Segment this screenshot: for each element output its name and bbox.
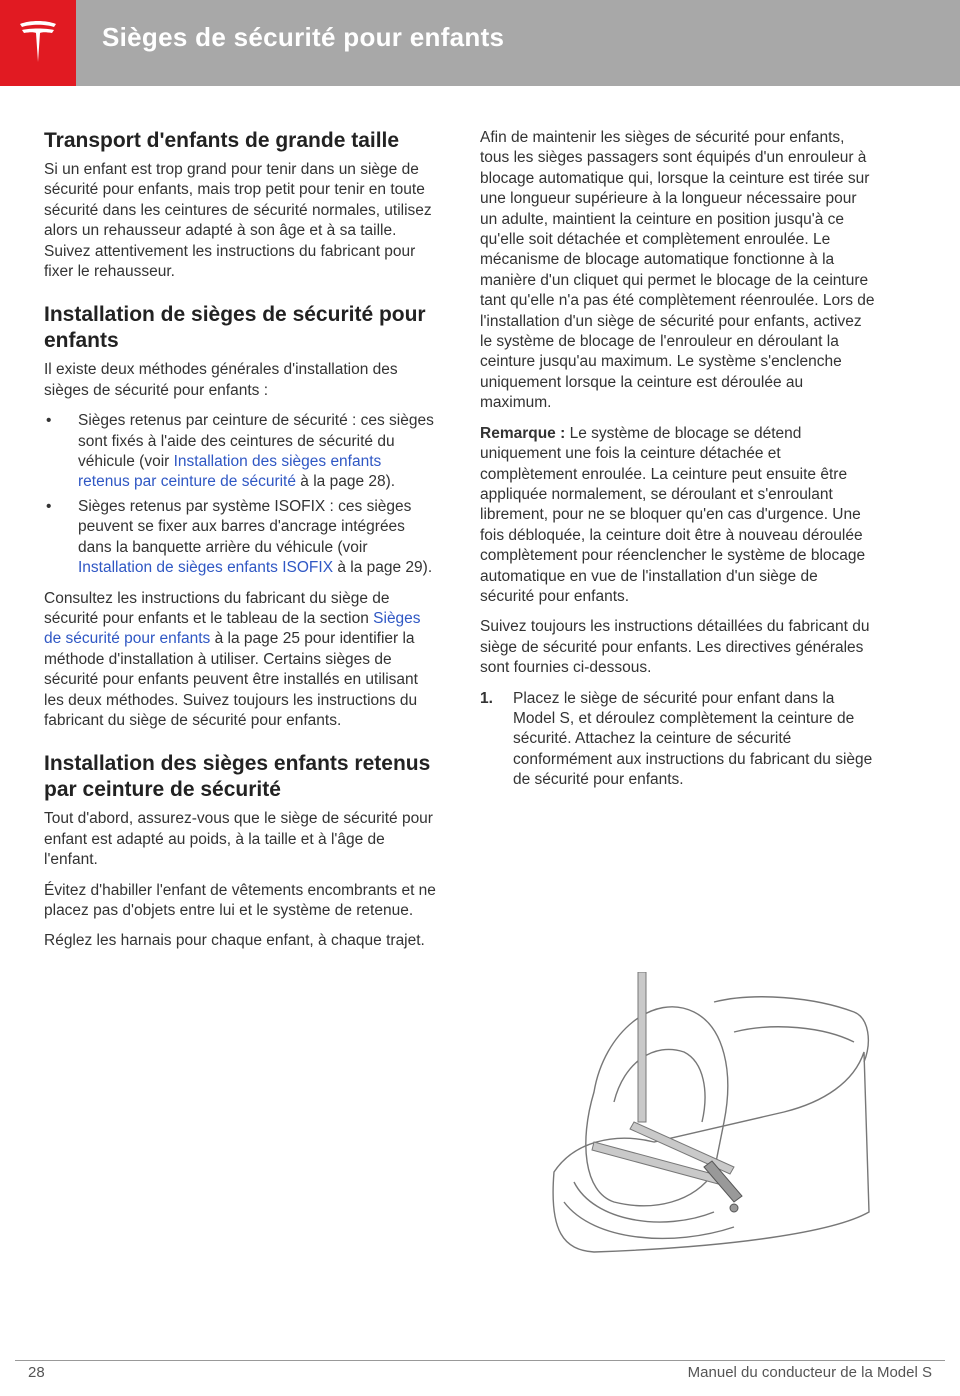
bullet-icon: • bbox=[46, 412, 52, 430]
paragraph: Consultez les instructions du fabricant du siège de sécurité pour enfants et le tableau de la section Sièges de sécurité pour enfants à la page 25 pour identifier la méthode d'installation à utiliser. Certains sièges de sécurité pour enfants peuvent être installés en utilisant les deux méthodes. Suivez toujours les instructions du fabricant du siège de sécurité pour enfants. bbox=[44, 589, 421, 729]
left-column bbox=[44, 128, 436, 972]
link-child-seats[interactable]: Sièges de sécurité pour enfants bbox=[44, 609, 421, 648]
list-item: • Sièges retenus par ceinture de sécurité : ces sièges sont fixés à l'aide des ceintures de sécurité du véhicule (voir Installation des sièges enfants retenus par ceinture de sécurité à la page 28). bbox=[46, 412, 434, 491]
paragraph: Réglez les harnais pour chaque enfant, à chaque trajet. bbox=[44, 932, 425, 950]
page-header bbox=[0, 0, 960, 86]
section-belt-install bbox=[44, 751, 436, 951]
step-number: 1. bbox=[480, 689, 493, 707]
section-heading: Transport d'enfants de grande taille bbox=[44, 129, 400, 152]
section-heading: Installation des sièges enfants retenus par ceinture de sécurité bbox=[44, 752, 431, 802]
method-list bbox=[44, 411, 436, 578]
paragraph: Il existe deux méthodes générales d'installation des sièges de sécurité pour enfants : bbox=[44, 361, 398, 399]
list-item: • Sièges retenus par système ISOFIX : ces sièges peuvent se fixer aux barres d'ancrage intégrées dans la banquette arrière du véhicule (voir Installation de sièges enfants ISOFIX à la page 29). bbox=[46, 497, 433, 577]
note-paragraph: Remarque : Le système de blocage se détend uniquement une fois la ceinture détachée et complètement enroulée. La ceinture peut ensuite être appliquée normalement, se déroulant et s'enroulant librement, pour ne se bloquer qu'en cas d'urgence. Une fois débloquée, la ceinture doit être à nouveau déroulée complètement pour réenclencher le système de blocage automatique en vue de l'installation d'un siège de sécurité pour enfants. bbox=[480, 424, 866, 605]
right-column bbox=[480, 128, 875, 791]
section-large-children bbox=[44, 128, 436, 282]
paragraph: Évitez d'habiller l'enfant de vêtements encombrants et ne placez pas d'objets entre lui et le système de retenue. bbox=[44, 881, 436, 919]
step-item: 1. Placez le siège de sécurité pour enfant dans la Model S, et déroulez complètement la ceinture de sécurité. Attachez la ceinture de sécurité conformément aux instructions du fabricant du siège de sécurité pour enfants. bbox=[480, 689, 873, 789]
bullet-icon: • bbox=[46, 497, 52, 515]
section-install-seats bbox=[44, 302, 436, 731]
page-title: Sièges de sécurité pour enfants bbox=[102, 22, 505, 52]
page-number: 28 bbox=[28, 1364, 45, 1381]
paragraph: Suivez toujours les instructions détaillées du fabricant du siège de sécurité pour enfants. Les directives générales sont fournies ci-dessous. bbox=[480, 618, 870, 677]
footer-title: Manuel du conducteur de la Model S bbox=[687, 1364, 932, 1381]
steps-list bbox=[480, 689, 875, 791]
link-belt-install[interactable]: Installation des sièges enfants retenus par ceinture de sécurité bbox=[78, 453, 382, 491]
logo-box bbox=[0, 0, 76, 86]
paragraph: Afin de maintenir les sièges de sécurité pour enfants, tous les sièges passagers sont équipés d'un enrouleur à blocage automatique qui, lorsque la ceinture est tirée sur une longueur supérieure à la longueur nécessaire pour un adulte, maintient la ceinture en position jusqu'à ce qu'elle soit détachée et complètement enroulée. Le mécanisme de blocage automatique fonctionne à la manière d'un cliquet qui permet le blocage de la ceinture tant qu'elle n'a pas été complètement réenroulée. Lors de l'installation d'un siège de sécurité pour enfants, activez le système de blocage de l'enrouleur en déroulant la ceinture jusqu'au maximum. Le système s'enclenche uniquement lorsque la ceinture est déroulée au maximum. bbox=[480, 129, 875, 412]
paragraph: Tout d'abord, assurez-vous que le siège de sécurité pour enfant est adapté au poids, à la taille et à l'âge de l'enfant. bbox=[44, 810, 433, 869]
child-seat-illustration bbox=[534, 972, 874, 1254]
tesla-logo-icon bbox=[16, 18, 60, 68]
section-heading: Installation de sièges de sécurité pour enfants bbox=[44, 303, 426, 353]
paragraph: Si un enfant est trop grand pour tenir dans un siège de sécurité pour enfants, mais trop petit pour tenir en toute sécurité dans les ceintures de sécurité normales, utilisez alors un rehausseur adapté à son âge et à sa taille. Suivez attentivement les instructions du fabricant pour fixer le rehausseur. bbox=[44, 161, 432, 281]
link-isofix-install[interactable]: Installation de sièges enfants ISOFIX bbox=[78, 559, 334, 577]
note-label: Remarque : bbox=[480, 424, 566, 442]
footer-divider bbox=[15, 1360, 945, 1361]
